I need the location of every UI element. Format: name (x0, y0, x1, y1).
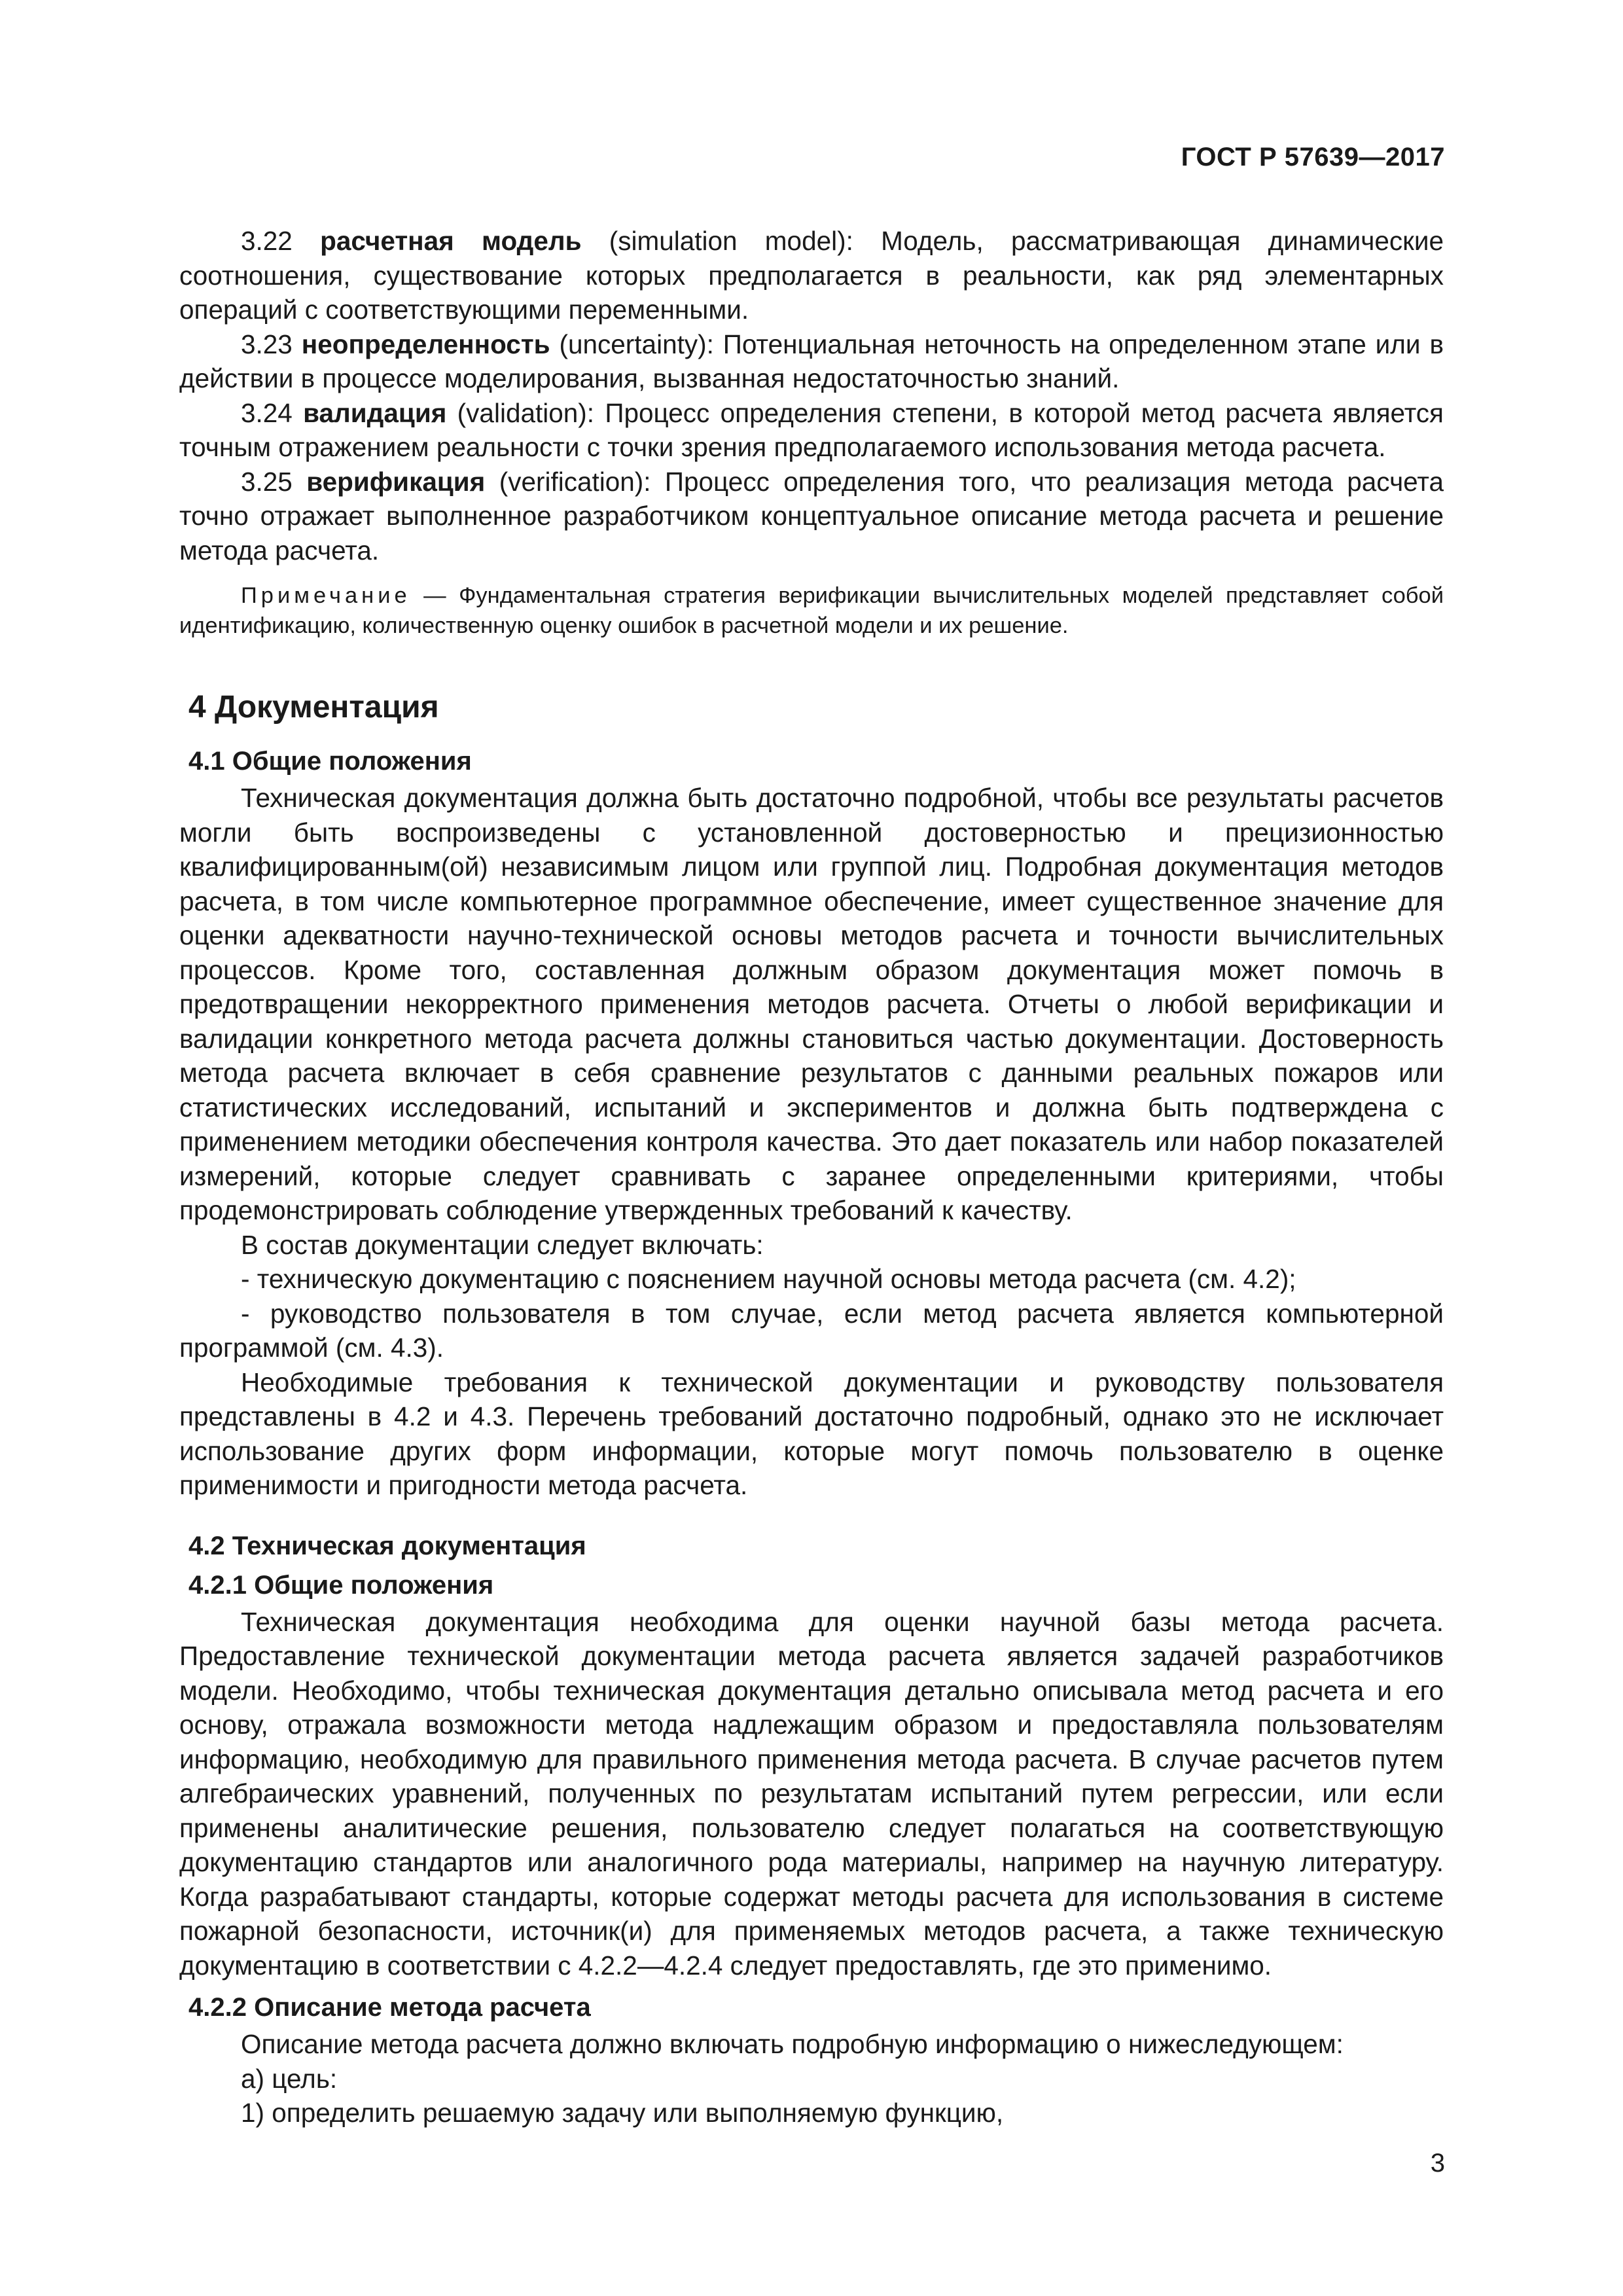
term-3-23 (179, 327, 1444, 396)
term-name: валидация (303, 397, 447, 428)
note-label: Примечание (241, 583, 411, 608)
section-4-2-2-item-1: 1) определить решаемую задачу или выполняемую функцию, (241, 2098, 1004, 2128)
section-4-2-2-item-a: а) цель: (241, 2063, 338, 2094)
note (179, 581, 1444, 641)
section-4-1-title: 4.1 Общие положения (188, 747, 472, 776)
section-4-title: 4 Документация (188, 690, 439, 725)
term-definition: (validation): Процесс определения степени, в которой метод расчета является точным отражением реальности с точки зрения предполагаемого использования метода расчета. (179, 397, 1444, 462)
term-3-25 (179, 465, 1444, 568)
section-4-1-paragraph-1: Техническая документация должна быть достаточно подробной, чтобы все результаты расчетов могли быть воспроизведены с установленной достоверностью и прецизионностью квалифицированным(ой) независимым лицом или группой лиц. Подробная документация методов расчета, в том числе компьютерное программное обеспечение, имеет существенное значение для оценки адекватности научно-технической основы методов расчета и точности вычислительных процессов. Кроме того, составленная должным образом документация может помочь в предотвращении некорректного применения методов расчета. Отчеты о любой верификации и валидации конкретного метода расчета должны становиться частью документации. Достоверность метода расчета включает в себя сравнение результатов с данными реальных пожаров или статистических исследований, испытаний и экспериментов и должна быть подтверждена с применением методики обеспечения контроля качества. Это дает показатель или набор показателей измерений, которые следует сравнивать с заранее определенными критериями, чтобы продемонстрировать соблюдение утвержденных требований к качеству. (179, 783, 1444, 1225)
note-text: — Фундаментальная стратегия верификации вычислительных моделей представляет собой идентификацию, количественную оценку ошибок в расчетной модели и их решение. (179, 583, 1444, 638)
section-4-2-1-title: 4.2.1 Общие положения (188, 1570, 494, 1600)
section-4-1-paragraph-2: В состав документации следует включать: (241, 1229, 764, 1260)
document-header: ГОСТ Р 57639—2017 (1181, 143, 1445, 171)
page-number: 3 (1430, 2149, 1445, 2178)
term-definition: (verification): Процесс определения того, что реализация метода расчета точно отражает выполненное разработчиком концептуальное описание метода расчета и решение метода расчета. (179, 466, 1444, 565)
term-name: верификация (306, 466, 486, 497)
section-4-2-2-paragraph: Описание метода расчета должно включать подробную информацию о нижеследующем: (241, 2029, 1344, 2059)
term-number: 3.24 (241, 397, 293, 428)
section-4-1-paragraph-3: Необходимые требования к технической документации и руководству пользователя представлены в 4.2 и 4.3. Перечень требований достаточно подробный, однако это не исключает использование других форм информации, которые могут помочь пользователю в оценке применимости и пригодности метода расчета. (179, 1367, 1444, 1500)
term-number: 3.25 (241, 466, 293, 497)
term-name: расчетная модель (320, 226, 582, 256)
term-definition: (uncertainty): Потенциальная неточность на определенном этапе или в действии в процессе моделирования, вызванная недостаточностью знаний. (179, 329, 1444, 393)
term-name: неопределенность (301, 329, 550, 359)
section-4-1-list-item-1: - техническую документацию с пояснением научной основы метода расчета (см. 4.2); (241, 1264, 1296, 1294)
term-3-22 (179, 224, 1444, 327)
term-number: 3.23 (241, 329, 293, 359)
document-body (179, 224, 1444, 2130)
section-4-1-list-item-2: - руководство пользователя в том случае, если метод расчета является компьютерной программой (см. 4.3). (179, 1298, 1444, 1363)
term-3-24 (179, 396, 1444, 465)
section-4-2-2-title: 4.2.2 Описание метода расчета (188, 1993, 591, 2022)
term-definition: (simulation model): Модель, рассматривающая динамические соотношения, существование которых предполагается в реальности, как ряд элементарных операций с соответствующими переменными. (179, 226, 1444, 325)
section-4-2-title: 4.2 Техническая документация (188, 1531, 586, 1560)
section-4-2-1-paragraph: Техническая документация необходима для оценки научной базы метода расчета. Предоставление технической документации метода расчета является задачей разработчиков модели. Необходимо, чтобы техническая документация детально описывала метод расчета и его основу, отражала возможности метода надлежащим образом и предоставляла пользователям информацию, необходимую для правильного применения метода расчета. В случае расчетов путем алгебраических уравнений, полученных по результатам испытаний путем регрессии, или если применены аналитические решения, пользователю следует полагаться на соответствующую документацию стандартов или аналогичного рода материалы, например на научную литературу. Когда разрабатывают стандарты, которые содержат методы расчета для использования в системе пожарной безопасности, источник(и) для применяемых методов расчета, а также техническую документацию в соответствии с 4.2.2—4.2.4 следует предоставлять, где это применимо. (179, 1606, 1444, 1981)
term-number: 3.22 (241, 226, 293, 256)
